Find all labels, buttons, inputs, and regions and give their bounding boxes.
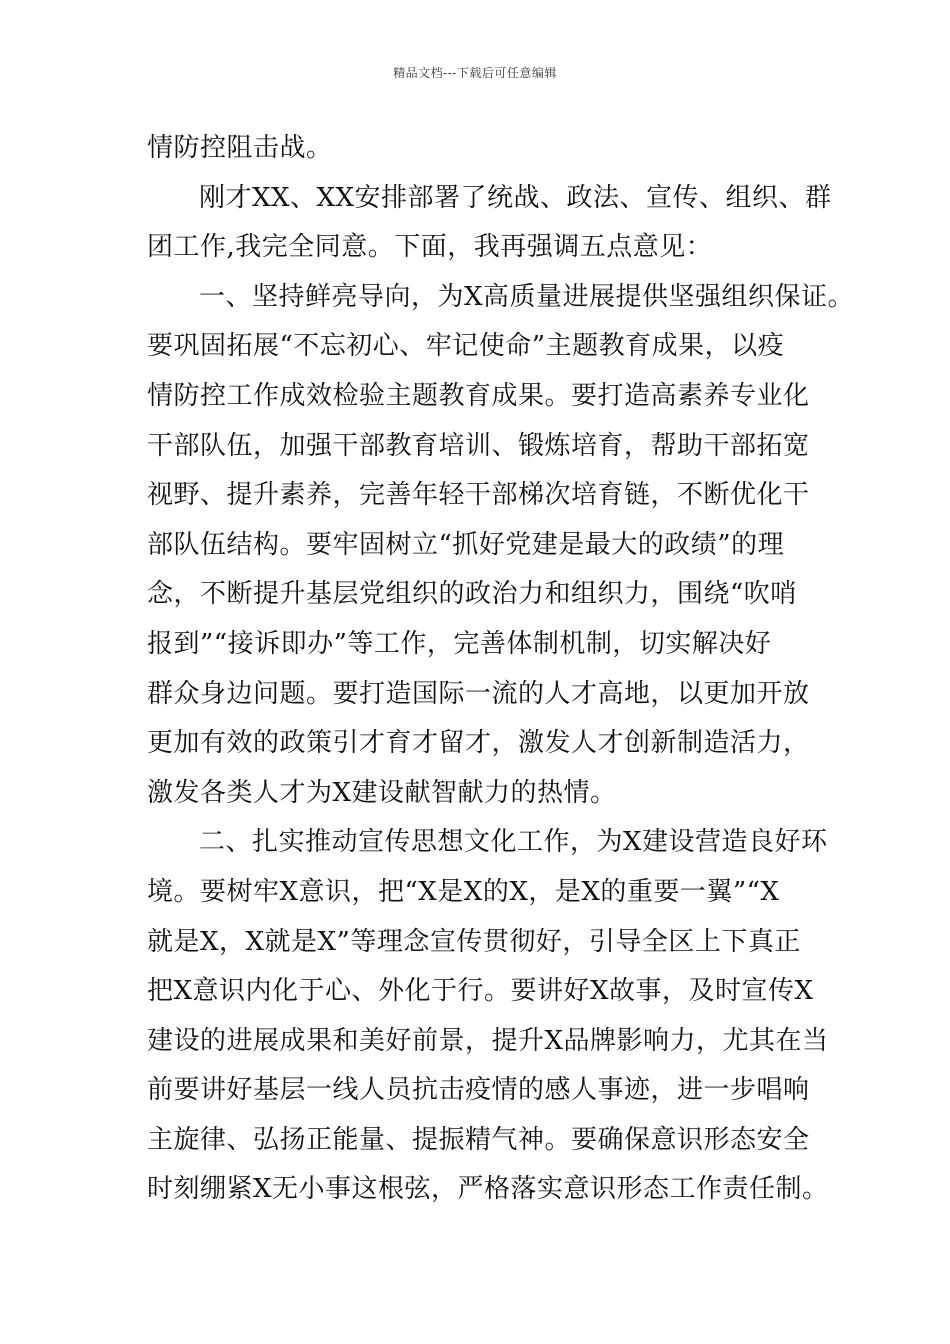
- text-line: 二、扎实推动宣传思想文化工作，为X建设营造良好环: [199, 827, 828, 858]
- text-line: 时刻绷紧X无小事这根弦，严格落实意识形态工作责任制。: [147, 1174, 829, 1205]
- text-line: 念，不断提升基层党组织的政治力和组织力，围绕“吹哨: [147, 579, 797, 610]
- text-line: 建设的进展成果和美好前景，提升X品牌影响力，尤其在当: [147, 1025, 829, 1056]
- text-line: 情防控工作成效检验主题教育成果。要打造高素养专业化: [147, 380, 810, 411]
- page-header: 精品文档---下载后可任意编辑: [393, 66, 557, 80]
- text-line: 刚才XX、XX安排部署了统战、政法、宣传、组织、群: [199, 182, 832, 213]
- text-line: 视野、提升素养，完善年轻干部梯次培育链，不断优化干: [147, 480, 810, 511]
- text-line: 一、坚持鲜亮导向，为X高质量进展提供坚强组织保证。: [199, 281, 855, 312]
- text-line: 主旋律、弘扬正能量、提振精气神。要确保意识形态安全: [147, 1124, 810, 1155]
- text-line: 报到”“接诉即办”等工作，完善体制机制，切实解决好: [147, 628, 772, 659]
- text-line: 把X意识内化于心、外化于行。要讲好X故事，及时宣传X: [147, 976, 814, 1007]
- text-line: 干部队伍，加强干部教育培训、锻炼培育，帮助干部拓宽: [147, 430, 810, 461]
- text-line: 境。要树牢X意识，把“X是X的X，是X的重要一翼”“X: [147, 876, 780, 907]
- text-line: 前要讲好基层一线人员抗击疫情的感人事迹，进一步唱响: [147, 1075, 810, 1106]
- text-line: 部队伍结构。要牢固树立“抓好党建是最大的政绩”的理: [147, 529, 785, 560]
- text-line: 群众身边问题。要打造国际一流的人才高地，以更加开放: [147, 678, 810, 709]
- text-line: 情防控阻击战。: [147, 133, 333, 163]
- text-line: 更加有效的政策引才育才留才，激发人才创新制造活力，: [147, 728, 810, 759]
- text-line: 就是X，X就是X”等理念宣传贯彻好，引导全区上下真正: [147, 926, 801, 957]
- text-line: 要巩固拓展“不忘初心、牢记使命”主题教育成果，以疫: [147, 331, 785, 362]
- document-body: [147, 124, 855, 1215]
- text-line: 激发各类人才为X建设献智献力的热情。: [147, 777, 617, 808]
- text-line: 团工作,我完全同意。下面，我再强调五点意见：: [147, 232, 713, 263]
